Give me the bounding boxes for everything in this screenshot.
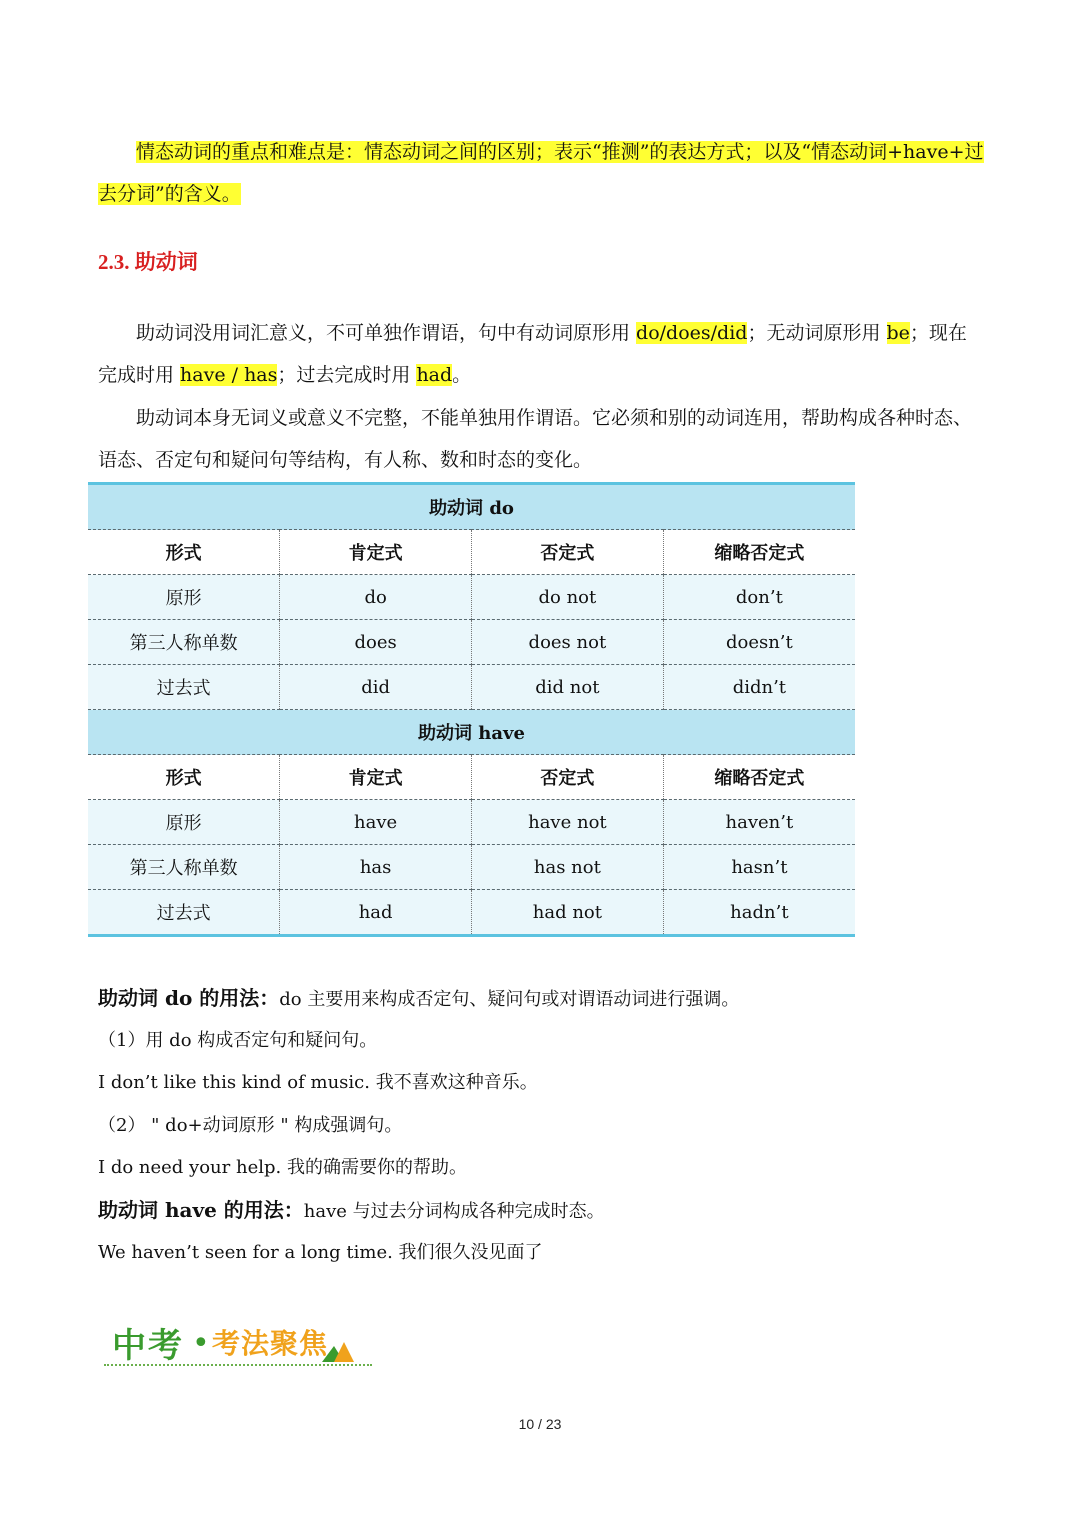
table-cell: has (280, 845, 472, 890)
logo-zhongkao: 中考 (112, 1326, 184, 1366)
table-cell: had not (472, 890, 664, 936)
logo-kaofa: 考法聚焦 (212, 1327, 329, 1360)
usage-example-2: I do need your help. 我的确需要你的帮助。 (98, 1157, 467, 1178)
column-header: 肯定式 (280, 755, 472, 800)
table-cell: 第三人称单数 (88, 845, 280, 890)
table-cell: do (280, 575, 472, 620)
table-cell: has not (472, 845, 664, 890)
table-cell: don’t (663, 575, 855, 620)
table-cell: 第三人称单数 (88, 620, 280, 665)
usage-have-text: have 与过去分词构成各种完成时态。 (303, 1201, 605, 1222)
table-cell: had (280, 890, 472, 936)
usage-do-label: 助动词 do 的用法： (98, 986, 280, 1010)
usage-example-1: I don’t like this kind of music. 我不喜欢这种音乐。 (98, 1072, 538, 1093)
usage-do-text: do 主要用来构成否定句、疑问句或对谓语动词进行强调。 (279, 989, 740, 1010)
table-cell: 原形 (88, 575, 280, 620)
table-cell: do not (472, 575, 664, 620)
para1-text-e: 。 (452, 364, 472, 386)
highlight-do-does-did: do/does/did (636, 322, 748, 344)
para1-text-d: ；过去完成时用 (277, 364, 417, 386)
highlight-have-has: have / has (180, 364, 278, 386)
usage-do-heading (98, 985, 739, 1013)
usage-item-2: （2） " do+动词原形 " 构成强调句。 (98, 1115, 403, 1136)
table-cell: 过去式 (88, 890, 280, 936)
column-header: 缩略否定式 (663, 755, 855, 800)
para1-text-c: ；现在完成时用 (98, 322, 967, 386)
table-cell: doesn’t (663, 620, 855, 665)
table-row (88, 620, 855, 665)
highlight-had: had (416, 364, 453, 386)
logo-dot: • (192, 1326, 210, 1361)
para1-text-a: 助动词没用词汇意义，不可单独作谓语，句中有动词原形用 (136, 322, 637, 344)
column-header: 否定式 (472, 755, 664, 800)
column-header: 肯定式 (280, 530, 472, 575)
logo-underline (104, 1364, 372, 1366)
table-cell: hadn’t (663, 890, 855, 936)
table-cell: hasn’t (663, 845, 855, 890)
intro-highlight: 情态动词的重点和难点是：情态动词之间的区别；表示“推测”的表达方式；以及“情态动词+have+过去分词”的含义。 (98, 141, 984, 205)
exam-focus-logo (104, 1318, 376, 1370)
intro-paragraph (98, 131, 984, 215)
mountain-icon (320, 1340, 354, 1362)
section-title: 2.3. 助动词 (98, 250, 198, 274)
table-row (88, 890, 855, 936)
table-cell: 过去式 (88, 665, 280, 710)
table-cell: 原形 (88, 800, 280, 845)
table-cell: haven’t (663, 800, 855, 845)
column-header: 缩略否定式 (663, 530, 855, 575)
table-row (88, 665, 855, 710)
table-row (88, 800, 855, 845)
paragraph-aux-verbs (98, 312, 984, 396)
table-row (88, 845, 855, 890)
column-header: 形式 (88, 530, 280, 575)
column-header: 形式 (88, 755, 280, 800)
highlight-be: be (886, 322, 910, 344)
table-cell: did not (472, 665, 664, 710)
usage-example-3: We haven’t seen for a long time. 我们很久没见面了 (98, 1242, 543, 1263)
table-row (88, 575, 855, 620)
table-have-title: 助动词 have (88, 710, 855, 755)
table-cell: have (280, 800, 472, 845)
usage-item-1: （1）用 do 构成否定句和疑问句。 (98, 1030, 378, 1051)
paragraph-aux-description: 助动词本身无词义或意义不完整，不能单独用作谓语。它必须和别的动词连用，帮助构成各种时态、语态、否定句和疑问句等结构，有人称、数和时态的变化。 (98, 407, 973, 471)
table-cell: have not (472, 800, 664, 845)
para1-text-b: ；无动词原形用 (747, 322, 887, 344)
column-header: 否定式 (472, 530, 664, 575)
table-cell: does (280, 620, 472, 665)
table-cell: does not (472, 620, 664, 665)
table-do-title: 助动词 do (88, 484, 855, 530)
table-cell: didn’t (663, 665, 855, 710)
aux-verb-table (88, 482, 855, 937)
usage-have-heading (98, 1197, 605, 1225)
usage-have-label: 助动词 have 的用法： (98, 1198, 304, 1222)
table-cell: did (280, 665, 472, 710)
page-number: 10 / 23 (518, 1416, 562, 1432)
